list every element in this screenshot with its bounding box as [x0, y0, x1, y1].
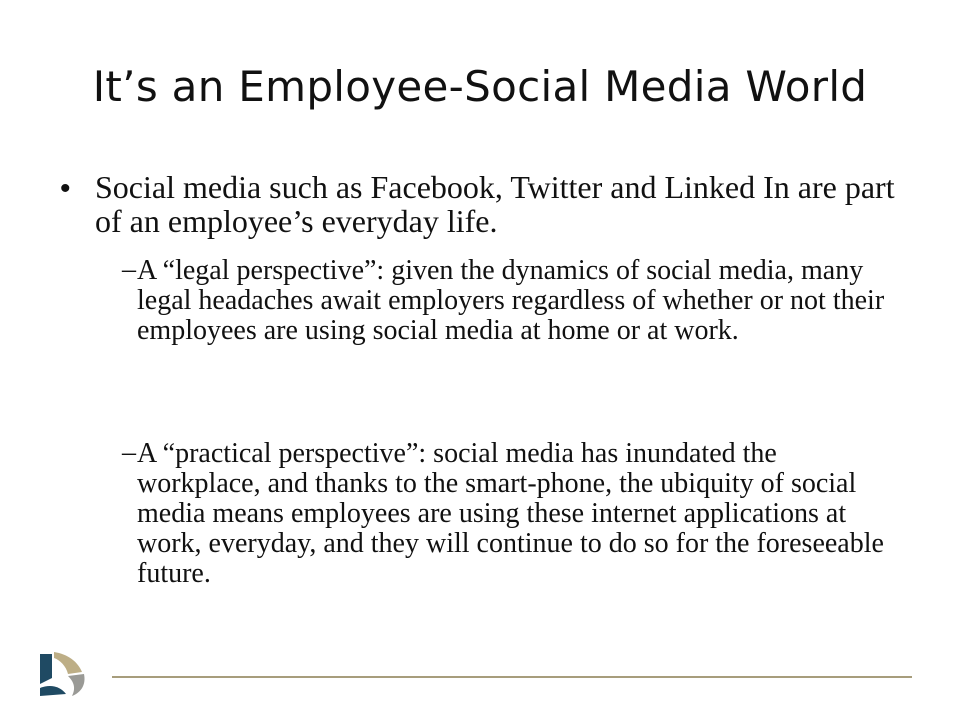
company-logo-icon: [38, 650, 90, 698]
footer-divider: [112, 676, 912, 678]
slide-title: It’s an Employee-Social Media World: [92, 62, 868, 111]
sub-bullet-marker-legal: –: [122, 254, 136, 285]
bullet-text: Social media such as Facebook, Twitter and Linked In are part of an employee’s everyday life.: [95, 169, 895, 239]
sub-bullet-marker-practical: –: [122, 437, 136, 468]
bullet-marker: •: [60, 172, 71, 205]
sub-bullet-legal-perspective: A “legal perspective”: given the dynamics of social media, many legal headaches await employers regardless of whether or not their employees are using social media at home or at work.: [137, 255, 885, 346]
sub-bullet-practical-perspective: A “practical perspective”: social media has inundated the workplace, and thanks to the smart-phone, the ubiquity of social media means employees are using these internet applications at work, everyday, and they will continue to do so for the foreseeable future.: [137, 438, 884, 589]
